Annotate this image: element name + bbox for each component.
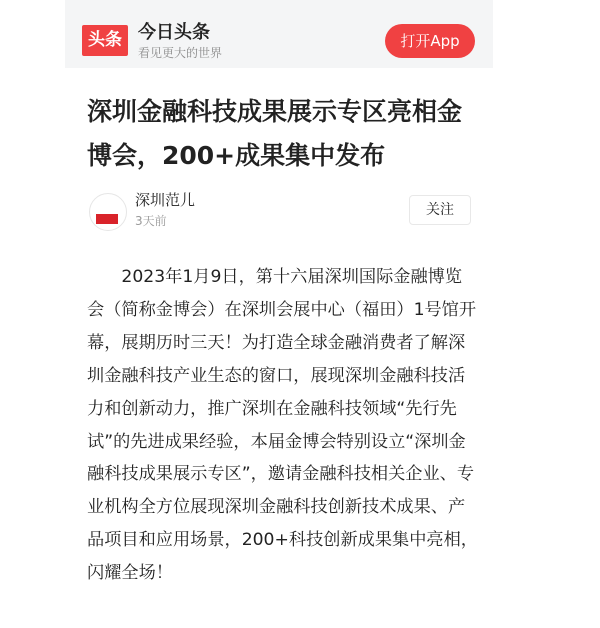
article-body: 2023年1月9日，第十六届深圳国际金融博览会（简称金博会）在深圳会展中心（福田）1号馆开幕，展期历时三天！为打造全球金融消费者了解深圳金融科技产业生态的窗口，展现深圳金融科技活力和创新动力，推广深圳在金融科技领域“先行先试”的先进成果经验，本届金博会特别设立“深圳金融科技成果展示专区”，邀请金融科技相关企业、专业机构全方位展现深圳金融科技创新技术成果、产品项目和应用场景，200+科技创新成果集中亮相，闪耀全场！: [87, 267, 478, 584]
publish-time: 3天前: [135, 214, 167, 228]
author-avatar[interactable]: [89, 193, 127, 231]
mobile-page: [65, 0, 493, 628]
toutiao-logo[interactable]: 头条: [82, 25, 128, 56]
follow-button[interactable]: 关注: [409, 195, 471, 225]
article-title: 深圳金融科技成果展示专区亮相金博会，200+成果集中发布: [87, 97, 463, 170]
avatar-logo-bar: [96, 214, 118, 224]
app-header: [65, 0, 493, 68]
open-app-button[interactable]: 打开App: [385, 24, 475, 58]
app-slogan: 看见更大的世界: [138, 46, 223, 60]
author-name[interactable]: 深圳范儿: [135, 191, 196, 209]
app-name: 今日头条: [138, 22, 210, 43]
